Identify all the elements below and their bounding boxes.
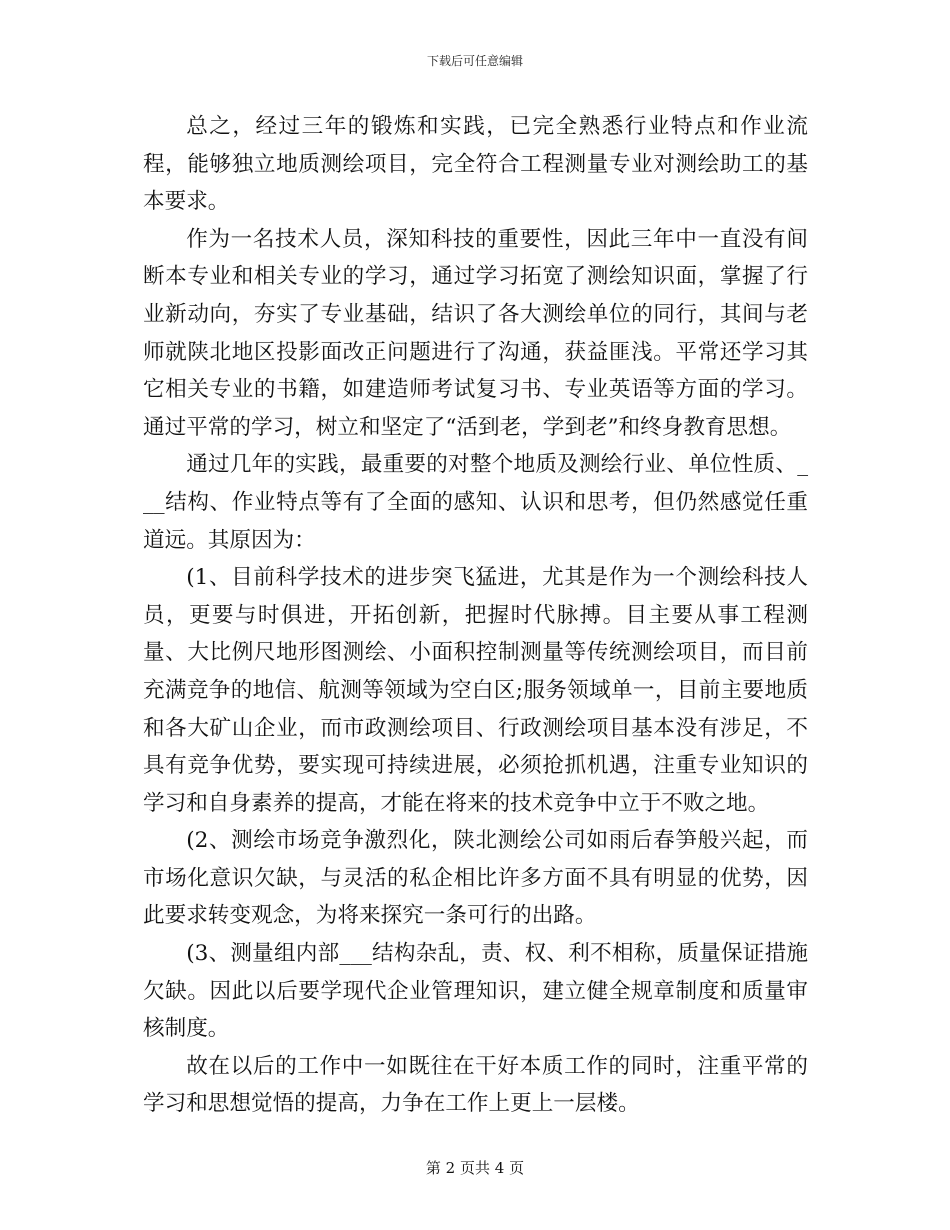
paragraph-reason-3: (3、测量组内部___结构杂乱，责、权、利不相称，质量保证措施欠缺。因此以后要学现代企业管理知识，建立健全规章制度和质量审核制度。 (143, 941, 808, 1042)
paragraph-reflection: 通过几年的实践，最重要的对整个地质及测绘行业、单位性质、___结构、作业特点等有了全面的感知、认识和思考，但仍然感觉任重道远。其原因为： (143, 452, 808, 553)
paragraph-study: 作为一名技术人员，深知科技的重要性，因此三年中一直没有间断本专业和相关专业的学习，通过学习拓宽了测绘知识面，掌握了行业新动向，夯实了专业基础，结识了各大测绘单位的同行，其间与老师就陕北地区投影面改正问题进行了沟通，获益匪浅。平常还学习其它相关专业的书籍，如建造师考试复习书、专业英语等方面的学习。通过平常的学习，树立和坚定了“活到老，学到老”和终身教育思想。 (143, 226, 808, 440)
paragraph-reason-2: (2、测绘市场竞争激烈化，陕北测绘公司如雨后春笋般兴起，而市场化意识欠缺，与灵活的私企相比许多方面不具有明显的优势，因此要求转变观念，为将来探究一条可行的出路。 (143, 828, 808, 929)
paragraph-conclusion: 故在以后的工作中一如既往在干好本质工作的同时，注重平常的学习和思想觉悟的提高，力争在工作上更上一层楼。 (143, 1053, 808, 1117)
document-body (143, 108, 808, 1123)
page-number: 第 2 页共 4 页 (425, 1159, 525, 1177)
paragraph-reason-1: (1、目前科学技术的进步突飞猛进，尤其是作为一个测绘科技人员，更要与时俱进，开拓创新，把握时代脉搏。目主要从事工程测量、大比例尺地形图测绘、小面积控制测量等传统测绘项目，而目前充满竞争的地信、航测等领域为空白区;服务领域单一，目前主要地质和各大矿山企业，而市政测绘项目、行政测绘项目基本没有涉足，不具有竞争优势，要实现可持续进展，必须抢抓机遇，注重专业知识的学习和自身素养的提高，才能在将来的技术竞争中立于不败之地。 (143, 565, 808, 816)
page-header: 下载后可任意编辑 (426, 54, 523, 68)
paragraph-summary: 总之，经过三年的锻炼和实践，已完全熟悉行业特点和作业流程，能够独立地质测绘项目，完全符合工程测量专业对测绘助工的基本要求。 (143, 114, 808, 215)
